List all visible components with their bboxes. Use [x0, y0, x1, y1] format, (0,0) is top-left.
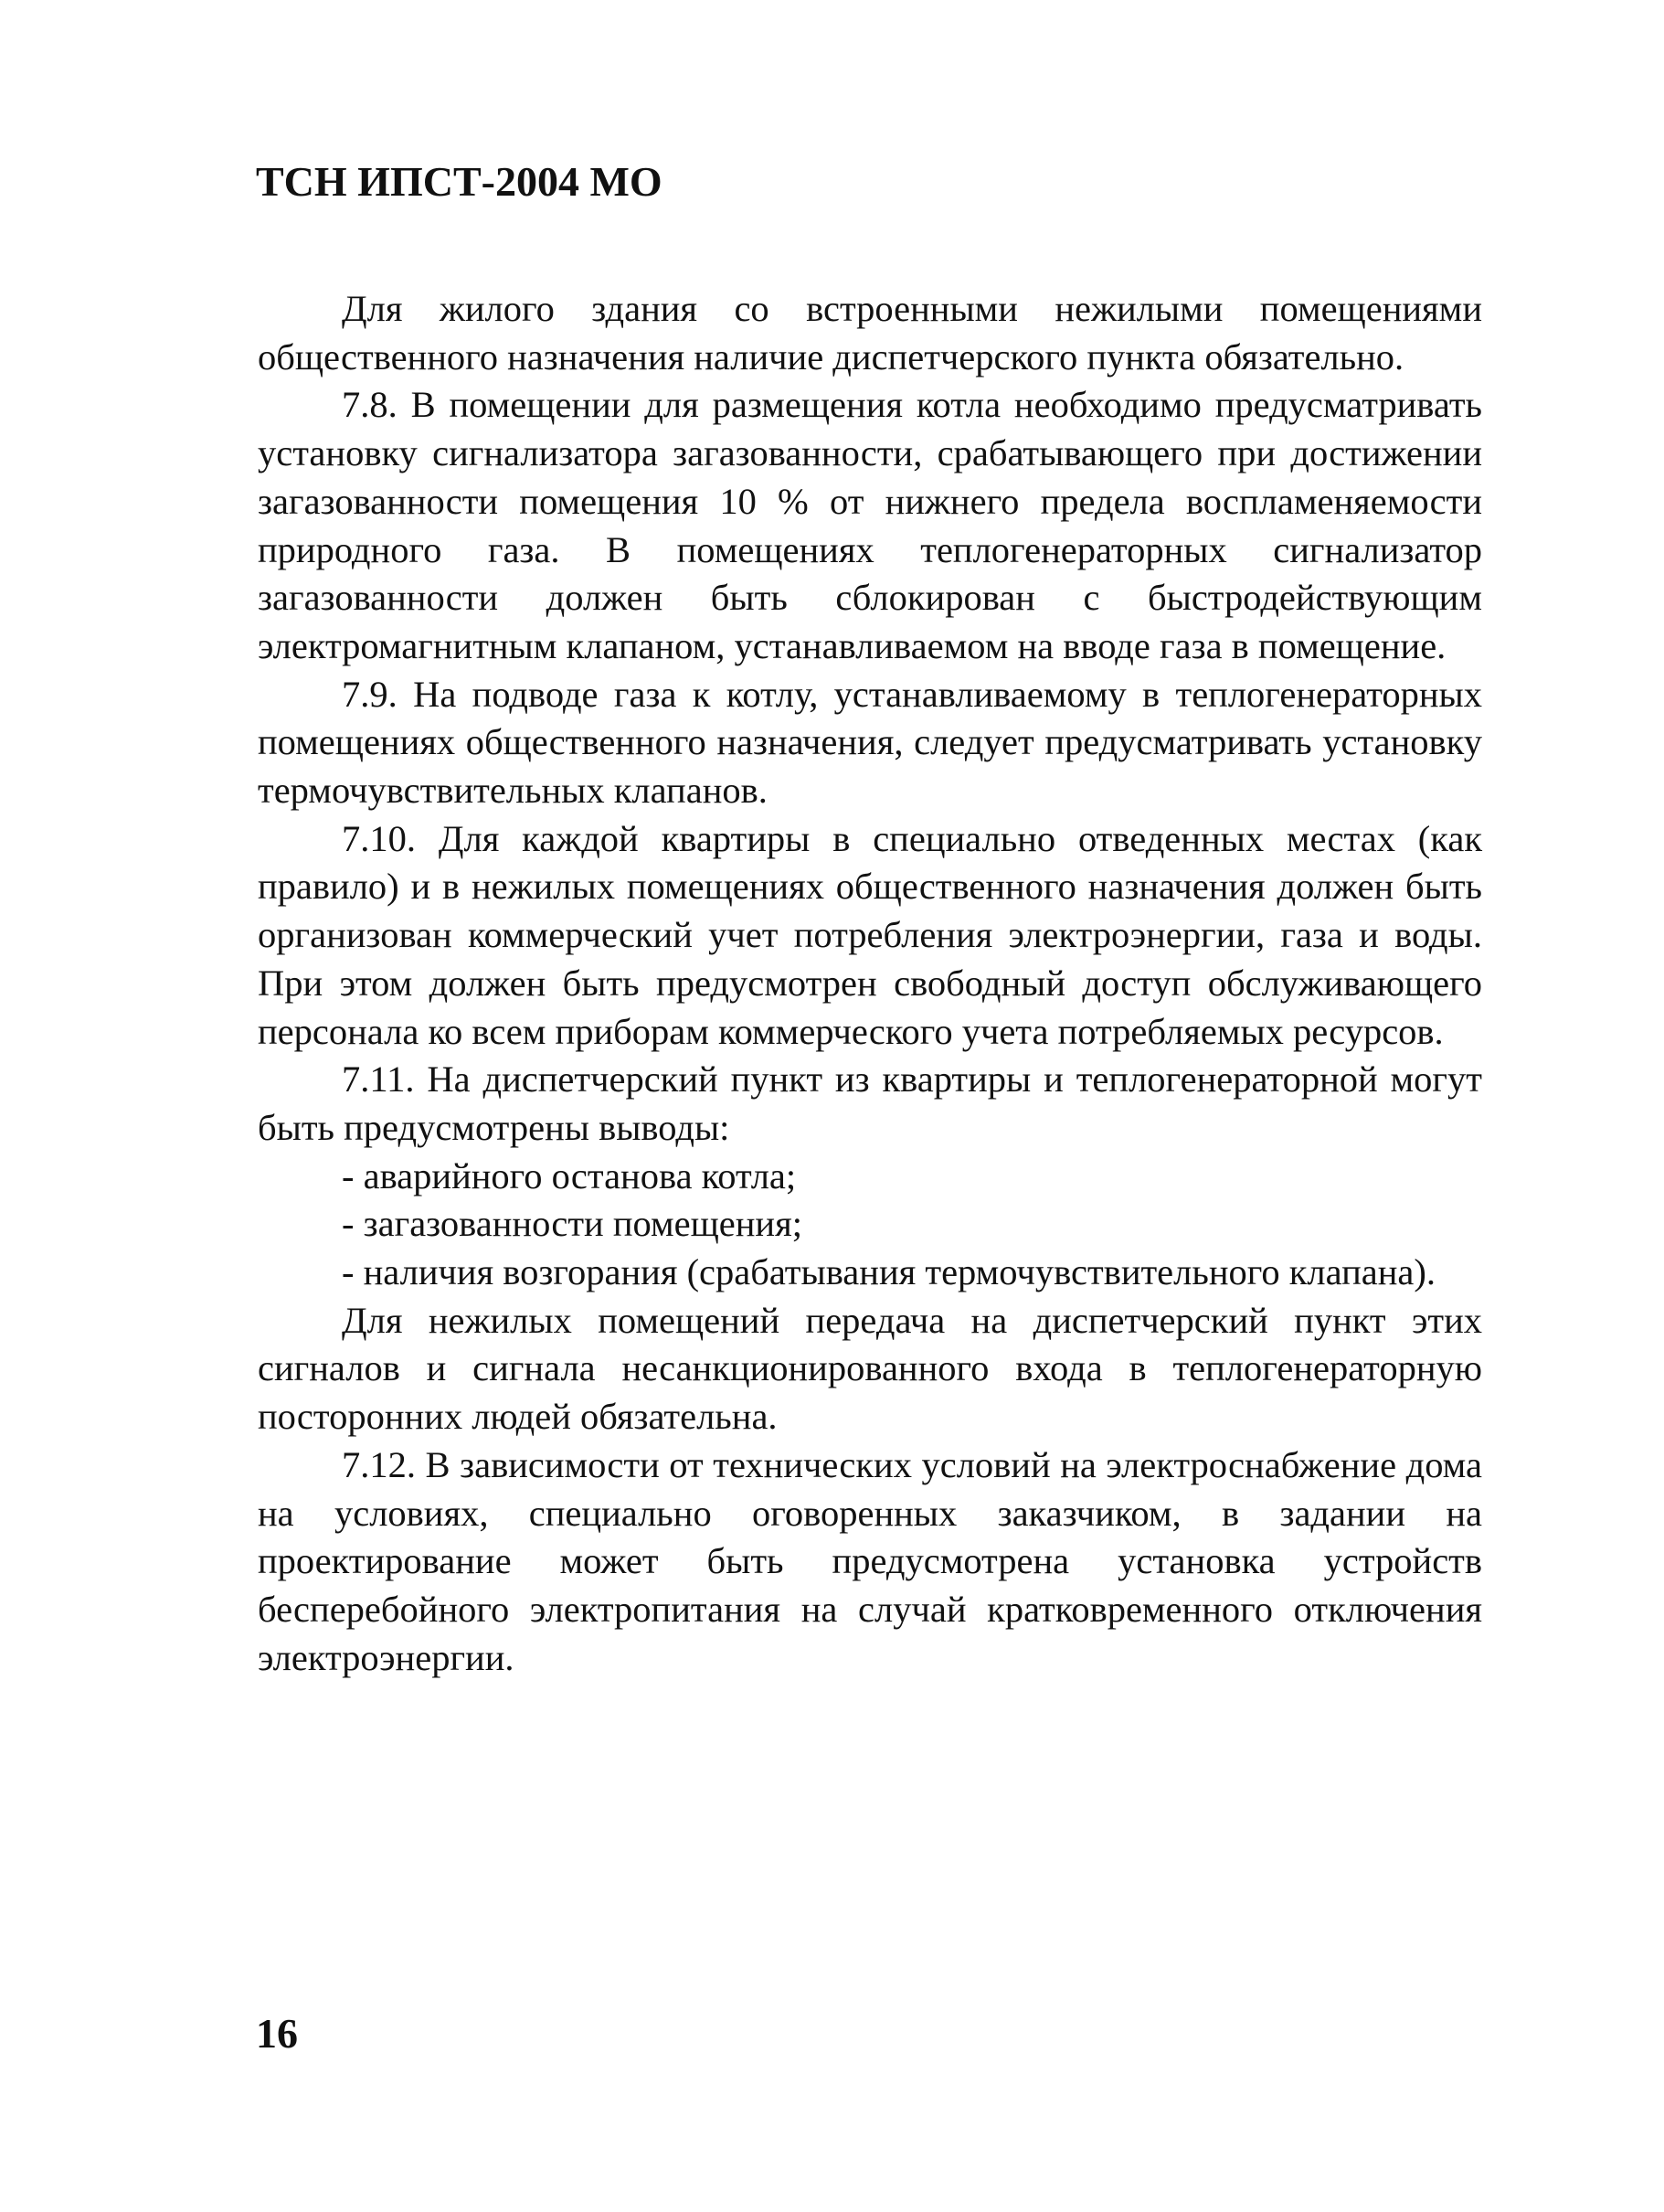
- document-code-header: ТСН ИПСТ-2004 МО: [256, 158, 662, 205]
- paragraph-7-10: 7.10. Для каждой квартиры в специально отведенных местах (как правило) и в нежилых помещениях общественного назначения должен быть организован коммерческий учет потребления электроэнергии, газа и воды. При этом должен быть предусмотрен свободный доступ обслуживающего персонала ко всем приборам коммерческого учета потребляемых ресурсов.: [258, 817, 1482, 1052]
- paragraph-7-11: 7.11. На диспетчерский пункт из квартиры и теплогенераторной могут быть предусмотрены выводы:: [258, 1058, 1482, 1148]
- body-text: [258, 285, 1482, 1682]
- paragraph-nonresidential-signals: Для нежилых помещений передача на диспетчерский пункт этих сигналов и сигнала несанкционированного входа в теплогенераторную посторонних людей обязательна.: [258, 1299, 1482, 1438]
- list-item-gas-contamination: - загазованности помещения;: [342, 1203, 802, 1245]
- paragraph-dispatch-required: Для жилого здания со встроенными нежилыми помещениями общественного назначения наличие диспетчерского пункта обязательно.: [258, 288, 1482, 378]
- page-number: 16: [256, 2010, 298, 2057]
- paragraph-7-9: 7.9. На подводе газа к котлу, устанавливаемому в теплогенераторных помещениях общественного назначения, следует предусматривать установку термочувствительных клапанов.: [258, 673, 1482, 812]
- list-item-boiler-shutdown: - аварийного останова котла;: [342, 1154, 797, 1196]
- paragraph-7-8: 7.8. В помещении для размещения котла необходимо предусматривать установку сигнализатора загазованности, срабатывающего при достижении загазованности помещения 10 % от нижнего предела воспламеняемости природного газа. В помещениях теплогенераторных сигнализатор загазованности должен быть сблокирован с быстродействующим электромагнитным клапаном, устанавливаемом на вводе газа в помещение.: [258, 384, 1482, 666]
- list-item-fire-detection: - наличия возгорания (срабатывания термочувствительного клапана).: [342, 1251, 1436, 1293]
- paragraph-7-12: 7.12. В зависимости от технических условий на электроснабжение дома на условиях, специально оговоренных заказчиком, в задании на проектирование может быть предусмотрена установка устройств бесперебойного электропитания на случай кратковременного отключения электроэнергии.: [258, 1443, 1482, 1678]
